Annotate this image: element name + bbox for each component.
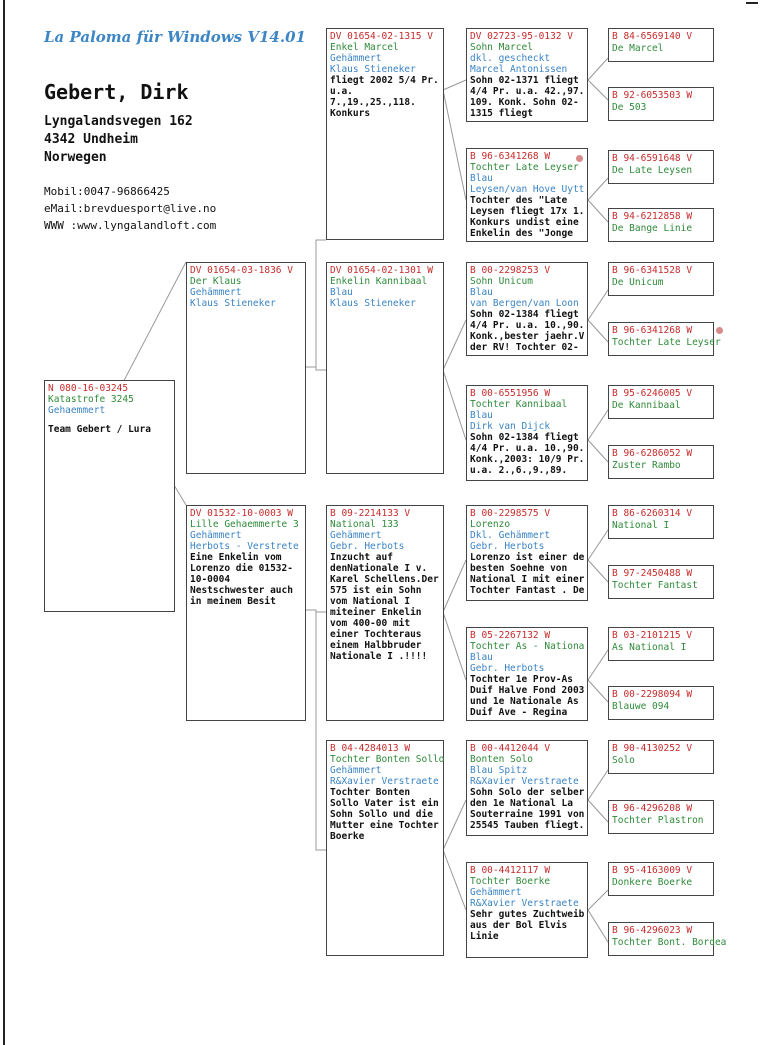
bird-name: Lille Gehaemmerte 3 (190, 519, 299, 530)
bird-breeder: Marcel Antonissen (470, 64, 568, 75)
bird-name: Bonten Solo (470, 754, 533, 765)
ring-number: B 95-4163009 V (612, 865, 693, 876)
ring-number: B 05-2267132 W (470, 630, 551, 641)
bird-name: Tochter Late Leyser (470, 162, 579, 173)
bird-color: dkl. gescheckt (470, 53, 551, 64)
bird-notes: Sohn 02-1371 fliegt 4/4 Pr. u.a. 42.,97. 109. Konk. Sohn 02-1315 fliegt (470, 75, 585, 119)
ring-number: B 00-6551956 W (470, 388, 551, 399)
g4-card-1 (608, 28, 714, 62)
ring-number: B 94-6591648 V (612, 153, 693, 164)
bird-breeder: Herbots - Verstrete (190, 541, 299, 552)
bird-notes: Inzucht auf denNationale I v. Karel Schellens.Der 575 ist ein Sohn vom National I miteiner Enkelin vom 400-00 mit einer Tochteraus einem Halbbruder Nationale I .!!!! (330, 552, 439, 662)
owner-city: 4342 Undheim (44, 132, 138, 147)
bird-notes: Tochter Bonten Sollo Vater ist ein Sohn Sollo und die Mutter eine Tochter Boerke (330, 787, 439, 842)
bird-breeder: Klaus Stieneker (330, 64, 416, 75)
ring-number: B 95-6246005 V (612, 388, 693, 399)
ring-number: DV 01654-02-1315 V (330, 31, 433, 42)
ring-number: B 96-6286052 W (612, 448, 693, 459)
ring-number: DV 02723-95-0132 V (470, 31, 573, 42)
bird-breeder: Dirk van Dijck (470, 421, 551, 432)
bird-name: As National I (612, 641, 687, 653)
bird-notes: fliegt 2002 5/4 Pr. u.a. 7.,19.,25.,118. Konkurs (330, 75, 439, 119)
bird-color: Blau (470, 410, 493, 421)
owner-web: WWW :www.lyngalandloft.com (44, 219, 217, 232)
bird-color: Blau (470, 652, 493, 663)
bird-name: Solo (612, 754, 635, 766)
bird-notes: Team Gebert / Lura (48, 424, 151, 435)
sire-dam-card (326, 262, 444, 474)
app-title: La Paloma für Windows V14.01 (44, 28, 306, 46)
ring-number: B 00-4412044 V (470, 743, 551, 754)
g4-card-9 (608, 505, 714, 539)
dam-dam-card (326, 740, 444, 956)
ring-number: B 03-2101215 V (612, 630, 693, 641)
ring-number: B 00-2298575 V (470, 508, 551, 519)
bird-color: Gehämmert (190, 287, 242, 298)
g4-card-10 (608, 565, 714, 599)
bird-color: Blau (330, 287, 353, 298)
bird-name: De Bange Linie (612, 222, 693, 234)
dam-sire-card (326, 505, 444, 721)
g3-card-7 (466, 740, 588, 836)
ring-number: B 96-6341268 W (470, 151, 551, 162)
bird-color: Gehämmert (330, 765, 382, 776)
bird-notes: Tochter des "Late Leysen fliegt 17x 1. Konkurs undist eine Enkelin des "Jonge (470, 195, 585, 239)
g3-card-8 (466, 862, 588, 958)
bird-notes: Tochter 1e Prov-As Duif Halve Fond 2003 und 1e Nationale As Duif Ave - Regina (470, 674, 585, 718)
bird-color: Blau Spitz (470, 765, 528, 776)
g3-card-5 (466, 505, 588, 601)
g3-card-3 (466, 262, 588, 356)
ring-number: DV 01654-02-1301 W (330, 265, 433, 276)
bird-color: Gehämmert (190, 530, 242, 541)
sire-sire-card (326, 28, 444, 240)
ring-number: B 97-2450488 W (612, 568, 693, 579)
bird-name: Sohn Marcel (470, 42, 533, 53)
ring-number: B 00-2298094 W (612, 689, 693, 700)
bird-name: De Unicum (612, 276, 664, 288)
marker-dot-icon (716, 327, 723, 334)
bird-name: National 133 (330, 519, 399, 530)
ring-number: B 04-4284013 W (330, 743, 411, 754)
owner-email: eMail:brevduesport@live.no (44, 202, 217, 215)
bird-name: Donkere Boerke (612, 876, 693, 888)
bird-notes: Sohn Solo der selber den 1e National La Souterraine 1991 von 25545 Tauben fliegt. (470, 787, 585, 831)
dam-card (186, 505, 306, 721)
bird-name: Zuster Rambo (612, 459, 681, 471)
bird-name: Katastrofe 3245 (48, 394, 134, 405)
bird-color: Blau (470, 287, 493, 298)
g3-card-6 (466, 627, 588, 721)
bird-breeder: Gebr. Herbots (470, 663, 545, 674)
bird-breeder: R&Xavier Verstraete (470, 898, 579, 909)
g4-card-14 (608, 800, 714, 834)
bird-color: Gehaemmert (48, 405, 106, 416)
bird-color: Blau (470, 173, 493, 184)
g4-card-11 (608, 627, 714, 661)
g3-card-1 (466, 28, 588, 122)
g4-card-6 (608, 322, 721, 356)
bird-breeder: Gebr. Herbots (330, 541, 405, 552)
g4-card-5 (608, 262, 714, 296)
ring-number: B 92-6053503 W (612, 90, 693, 101)
bird-name: Tochter As - Nationa (470, 641, 585, 652)
bird-name: Enkel Marcel (330, 42, 399, 53)
bird-color: Gehämmert (330, 53, 382, 64)
bird-name: Tochter Late Leyser (612, 336, 721, 348)
bird-name: Der Klaus (190, 276, 242, 287)
ring-number: B 84-6569140 V (612, 31, 693, 42)
ring-number: B 94-6212858 W (612, 211, 693, 222)
bird-name: Tochter Bonten Sollo (330, 754, 445, 765)
g4-card-7 (608, 385, 714, 419)
bird-name: Lorenzo (470, 519, 511, 530)
owner-mobile: Mobil:0047-96866425 (44, 185, 170, 198)
bird-breeder: Gebr. Herbots (470, 541, 545, 552)
scan-mark (746, 2, 758, 4)
g4-card-15 (608, 862, 714, 896)
scan-edge (3, 0, 5, 1045)
bird-breeder: Klaus Stieneker (190, 298, 276, 309)
bird-notes: Eine Enkelin vom Lorenzo die 01532-10-0004 Nestschwester auch in meinem Besit (190, 552, 293, 607)
bird-color: Gehämmert (470, 887, 522, 898)
ring-number: B 90-4130252 V (612, 743, 693, 754)
bird-name: Tochter Bont. Bordea (612, 936, 727, 948)
bird-name: De Marcel (612, 42, 664, 54)
g3-card-2 (466, 148, 588, 242)
owner-country: Norwegen (44, 150, 107, 165)
bird-color: Gehämmert (330, 530, 382, 541)
bird-notes: Sohn 02-1384 fliegt 4/4 Pr. u.a. 10.,90. Konk.,2003: 10/9 Pr. u.a. 2.,6.,9.,89. (470, 432, 585, 476)
owner-street: Lyngalandsvegen 162 (44, 114, 193, 129)
marker-dot-icon (576, 155, 583, 162)
bird-name: Tochter Fantast (612, 579, 698, 591)
bird-breeder: Leysen/van Hove Uytt (470, 184, 585, 195)
ring-number: B 96-4296208 W (612, 803, 693, 814)
g3-card-4 (466, 385, 588, 481)
ring-number: B 00-2298253 V (470, 265, 551, 276)
ring-number: B 09-2214133 V (330, 508, 411, 519)
ring-number: B 96-6341268 W (612, 325, 693, 336)
subject-card (44, 380, 175, 612)
g4-card-12 (608, 686, 714, 720)
g4-card-8 (608, 445, 714, 479)
g4-card-4 (608, 208, 714, 242)
bird-name: De Late Leysen (612, 164, 693, 176)
ring-number: N 080-16-03245 (48, 383, 129, 394)
ring-number: B 00-4412117 W (470, 865, 551, 876)
sire-card (186, 262, 306, 474)
g4-card-16 (608, 922, 727, 956)
g4-card-13 (608, 740, 714, 774)
bird-notes: Sehr gutes Zuchtweib aus der Bol Elvis Linie (470, 909, 585, 942)
bird-breeder: R&Xavier Verstraete (330, 776, 439, 787)
bird-name: Enkelin Kannibaal (330, 276, 428, 287)
bird-name: Tochter Boerke (470, 876, 551, 887)
ring-number: B 96-4296023 W (612, 925, 693, 936)
bird-name: Sohn Unicum (470, 276, 533, 287)
ring-number: B 86-6260314 V (612, 508, 693, 519)
g4-card-2 (608, 87, 714, 121)
bird-breeder: Klaus Stieneker (330, 298, 416, 309)
bird-name: National I (612, 519, 670, 531)
ring-number: B 96-6341528 V (612, 265, 693, 276)
bird-breeder: van Bergen/van Loon (470, 298, 579, 309)
owner-name: Gebert, Dirk (44, 80, 189, 104)
bird-breeder: R&Xavier Verstraete (470, 776, 579, 787)
ring-number: DV 01654-03-1836 V (190, 265, 293, 276)
bird-name: Blauwe 094 (612, 700, 670, 712)
ring-number: DV 01532-10-0003 W (190, 508, 293, 519)
bird-name: De 503 (612, 101, 647, 113)
g4-card-3 (608, 150, 714, 184)
bird-name: Tochter Kannibaal (470, 399, 568, 410)
bird-name: De Kannibaal (612, 399, 681, 411)
bird-name: Tochter Plastron (612, 814, 704, 826)
bird-notes: Lorenzo ist einer de besten Soehne von National I mit einer Tochter Fantast . De (470, 552, 585, 596)
bird-notes: Sohn 02-1384 fliegt 4/4 Pr. u.a. 10.,90. Konk.,bester jaehr.V der RV! Tochter 02- (470, 309, 585, 353)
bird-color: Dkl. Gehämmert (470, 530, 551, 541)
